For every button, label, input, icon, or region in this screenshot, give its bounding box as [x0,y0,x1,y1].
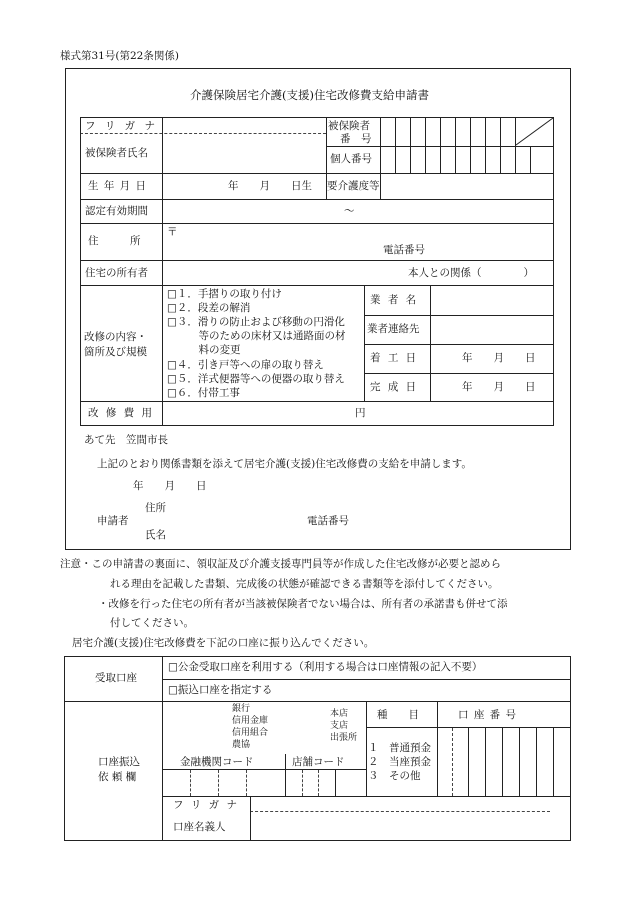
postal-mark: 〒 [167,226,178,238]
owner-relation: 本人との関係（ ） [408,267,534,279]
note-line-3: ・改修を行った住宅の所有者が当該被保険者でない場合は、所有者の承諾書も併せて添 [98,598,508,610]
applicant-label: 申請者 [97,515,129,527]
branch-type-2: 支店 [330,721,349,731]
addressee: あて先 笠間市長 [84,434,168,446]
note-line-1: 注意・この申請書の裏面に、領収証及び介護支援専門員等が作成した住宅改修が必要と認めら [60,558,501,570]
account-holder-label: 口座名義人 [173,821,226,833]
cost-label: 改 修 費 用 [88,407,155,419]
bank-type-3: 信用組合 [232,728,269,738]
applicant-name-label: 氏名 [145,529,166,541]
institution-code-label: 金融機関コード [180,756,254,768]
complete-date-label: 完 成 日 [370,381,419,393]
branch-code-label: 店舗コード [292,756,345,768]
deposit-type-1: １ 普通預金 [368,742,431,754]
personal-no-label: 個人番号 [330,153,372,165]
deposit-type-3: ３ その他 [368,770,421,782]
renovation-item-5: □５．洋式便器等への便器の取り替え [167,373,345,385]
bank-type-4: 農協 [232,740,251,750]
diagonal-slash [515,117,554,146]
account-number-label: 口 座 番 号 [458,709,518,721]
branch-type-1: 本店 [330,709,349,719]
insured-name-label: 被保険者氏名 [85,147,148,159]
start-date-label: 着 工 日 [370,352,419,364]
renovation-item-1: □１．手摺りの取り付け [167,288,282,300]
note-line-2: れる理由を記載した書類、完成後の状態が確認できる書類等を添付してください。 [110,578,499,590]
complete-date-value: 年 月 日 [462,381,536,393]
public-account-option[interactable]: □公金受取口座を利用する（利用する場合は口座情報の記入不要） [168,661,483,673]
applicant-phone-label: 電話番号 [307,515,349,527]
birth-value: 年 月 日生 [228,180,312,192]
renovation-label-2: 箇所及び規模 [84,346,147,358]
care-level-label: 要介護度等 [327,180,380,192]
transfer-instruction: 居宅介護(支援)住宅改修費を下記の口座に振り込んでください。 [72,637,375,649]
applicant-address-label: 住所 [145,502,166,514]
application-date: 年 月 日 [133,480,207,492]
renovation-label-1: 改修の内容・ [84,331,147,343]
form-number: 様式第31号(第22条関係) [60,50,179,62]
account-type-label: 種 目 [377,709,419,721]
form-frame [65,68,571,550]
contractor-label: 業 者 名 [370,294,419,306]
owner-label: 住宅の所有者 [85,267,148,279]
renovation-item-3c: 料の変更 [167,344,241,356]
insured-no-label-1: 被保険者 [328,120,370,132]
form-title: 介護保険居宅介護(支援)住宅改修費支給申請書 [190,88,429,102]
designated-account-option[interactable]: □振込口座を指定する [168,684,273,696]
transfer-request-label-2: 依 頼 欄 [98,771,137,783]
holder-furigana-label: フ リ ガ ナ [173,799,240,811]
note-line-4: 付してください。 [110,617,194,629]
address-phone: 電話番号 [383,244,425,256]
contractor-contact-label: 業者連絡先 [367,323,420,335]
renovation-item-4: □４．引き戸等への扉の取り替え [167,359,324,371]
start-date-value: 年 月 日 [462,352,536,364]
renovation-item-3: □３．滑りの防止および移動の円滑化 [167,316,345,328]
cost-yen: 円 [355,407,366,419]
cert-period-label: 認定有効期間 [85,205,148,217]
cert-period-tilde: ～ [344,205,355,217]
renovation-item-2: □２．段差の解消 [167,302,251,314]
insured-no-label-2: 番 号 [340,133,372,145]
branch-type-3: 出張所 [330,733,358,743]
bank-type-1: 銀行 [232,704,251,714]
transfer-request-label-1: 口座振込 [98,756,140,768]
application-statement: 上記のとおり関係書類を添えて居宅介護(支援)住宅改修費の支給を申請します。 [97,458,472,470]
receive-account-label: 受取口座 [95,672,137,684]
furigana-label: フ リ ガ ナ [85,120,159,132]
deposit-type-2: ２ 当座預金 [368,756,431,768]
birth-label: 生 年 月 日 [88,180,148,192]
bank-type-2: 信用金庫 [232,716,269,726]
renovation-item-6: □６．付帯工事 [167,387,240,399]
address-label: 住 所 [88,235,141,247]
renovation-item-3b: 等のための床材又は通路面の材 [167,330,346,342]
